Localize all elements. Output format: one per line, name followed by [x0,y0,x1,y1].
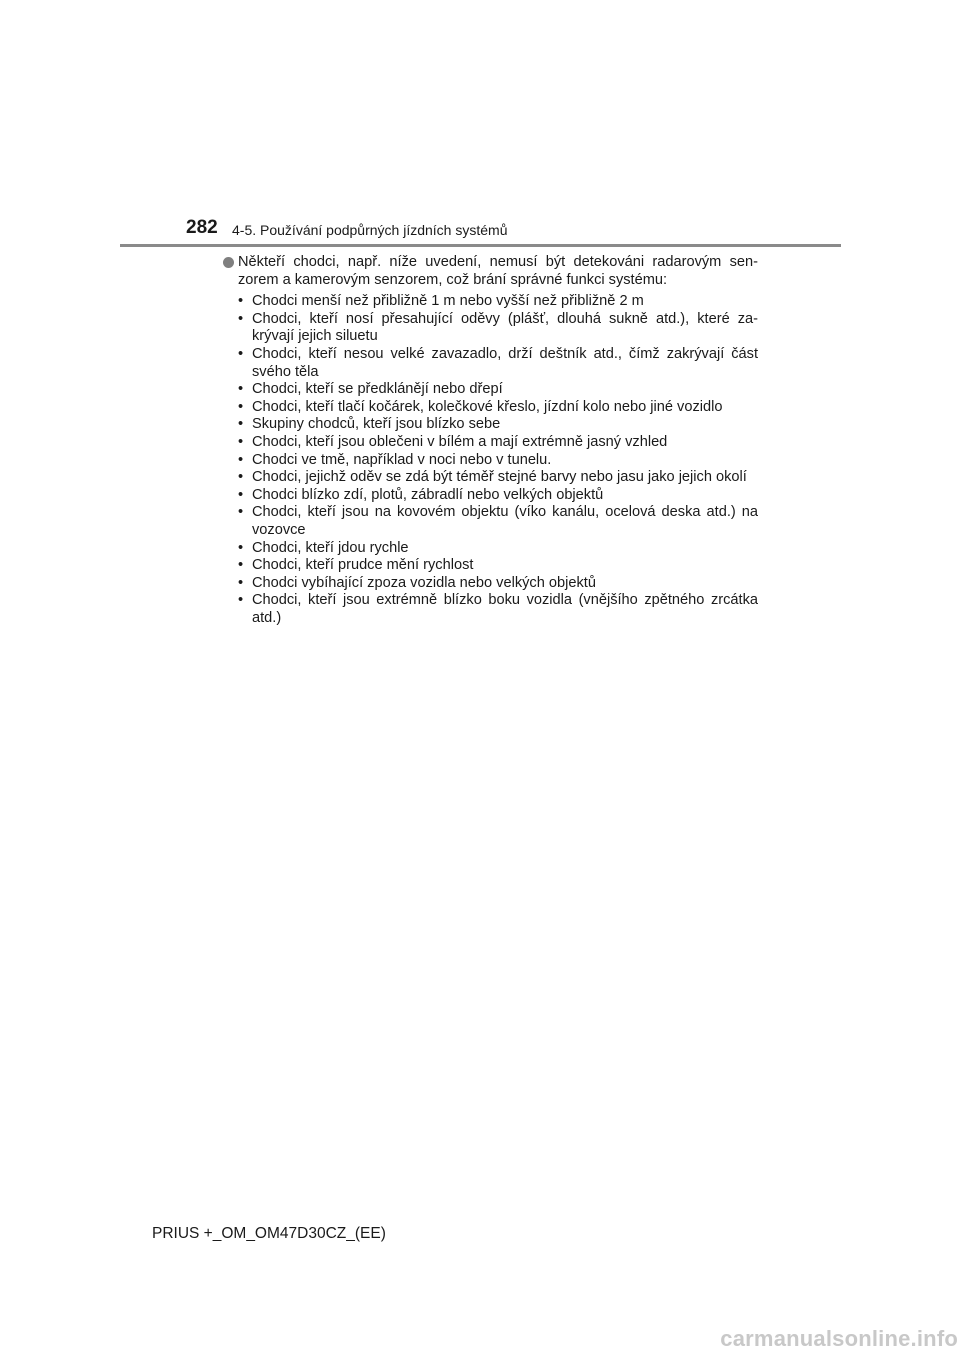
list-item-text: Chodci, kteří nosí přesahující oděvy (plášť, dlouhá sukně atd.), které za-krývají jejich siluetu [252,310,758,345]
bullet-icon: • [238,469,244,486]
list-item [222,381,758,399]
bullet-icon: • [238,539,244,556]
page-number: 282 [186,217,218,238]
list-item-text: Chodci ve tmě, například v noci nebo v tunelu. [252,451,552,468]
list-item [222,575,758,593]
list-item [222,469,758,487]
lead-text: Někteří chodci, např. níže uvedení, nemusí být detekováni radarovým sen-zorem a kamerovým senzorem, což brání správné funkci systému: [238,254,758,288]
list-item-text: Skupiny chodců, kteří jsou blízko sebe [252,416,501,433]
bullet-icon: • [238,310,244,327]
page-content [222,254,758,627]
round-bullet-icon [223,257,234,268]
list-item-text: Chodci, kteří prudce mění rychlost [252,557,474,574]
list-item-text: Chodci vybíhající zpoza vozidla nebo velkých objektů [252,574,596,591]
bullet-icon: • [238,574,244,591]
document-code: PRIUS +_OM_OM47D30CZ_(EE) [152,1225,386,1242]
site-watermark: carmanualsonline.info [720,1326,958,1351]
list-item [222,487,758,505]
bullet-icon: • [238,398,244,415]
list-item [222,592,758,627]
header-divider [120,244,841,247]
list-item [222,540,758,558]
bullet-icon: • [238,381,244,398]
pedestrian-conditions-list [222,293,758,627]
list-item-text: Chodci, jejichž oděv se zdá být téměř stejné barvy nebo jasu jako jejich okolí [252,469,747,486]
list-item [222,434,758,452]
bullet-icon: • [238,433,244,450]
list-item [222,557,758,575]
list-item-text: Chodci, kteří jsou na kovovém objektu (víko kanálu, ocelová deska atd.) na vozovce [252,504,758,538]
bullet-icon: • [238,451,244,468]
list-item [222,399,758,417]
list-item [222,452,758,470]
list-item [222,311,758,346]
lead-paragraph [222,254,758,289]
list-item [222,504,758,539]
bullet-icon: • [238,416,244,433]
list-item [222,416,758,434]
list-item-text: Chodci, kteří tlačí kočárek, kolečkové křeslo, jízdní kolo nebo jiné vozidlo [252,398,723,415]
list-item-text: Chodci blízko zdí, plotů, zábradlí nebo velkých objektů [252,486,604,503]
section-title: 4-5. Používání podpůrných jízdních systémů [232,222,508,238]
list-item-text: Chodci, kteří jdou rychle [252,539,409,556]
bullet-icon: • [238,345,244,362]
bullet-icon: • [238,504,244,521]
list-item-text: Chodci menší než přibližně 1 m nebo vyšší než přibližně 2 m [252,293,644,310]
list-item-text: Chodci, kteří se předklánějí nebo dřepí [252,381,503,398]
bullet-icon: • [238,592,244,609]
list-item [222,293,758,311]
list-item [222,346,758,381]
list-item-text: Chodci, kteří jsou extrémně blízko boku vozidla (vnějšího zpětného zrcátka atd.) [252,592,758,626]
list-item-text: Chodci, kteří jsou oblečeni v bílém a mají extrémně jasný vzhled [252,433,668,450]
bullet-icon: • [238,293,244,310]
bullet-icon: • [238,486,244,503]
bullet-icon: • [238,557,244,574]
list-item-text: Chodci, kteří nesou velké zavazadlo, drží deštník atd., čímž zakrývají část svého těla [252,345,758,380]
